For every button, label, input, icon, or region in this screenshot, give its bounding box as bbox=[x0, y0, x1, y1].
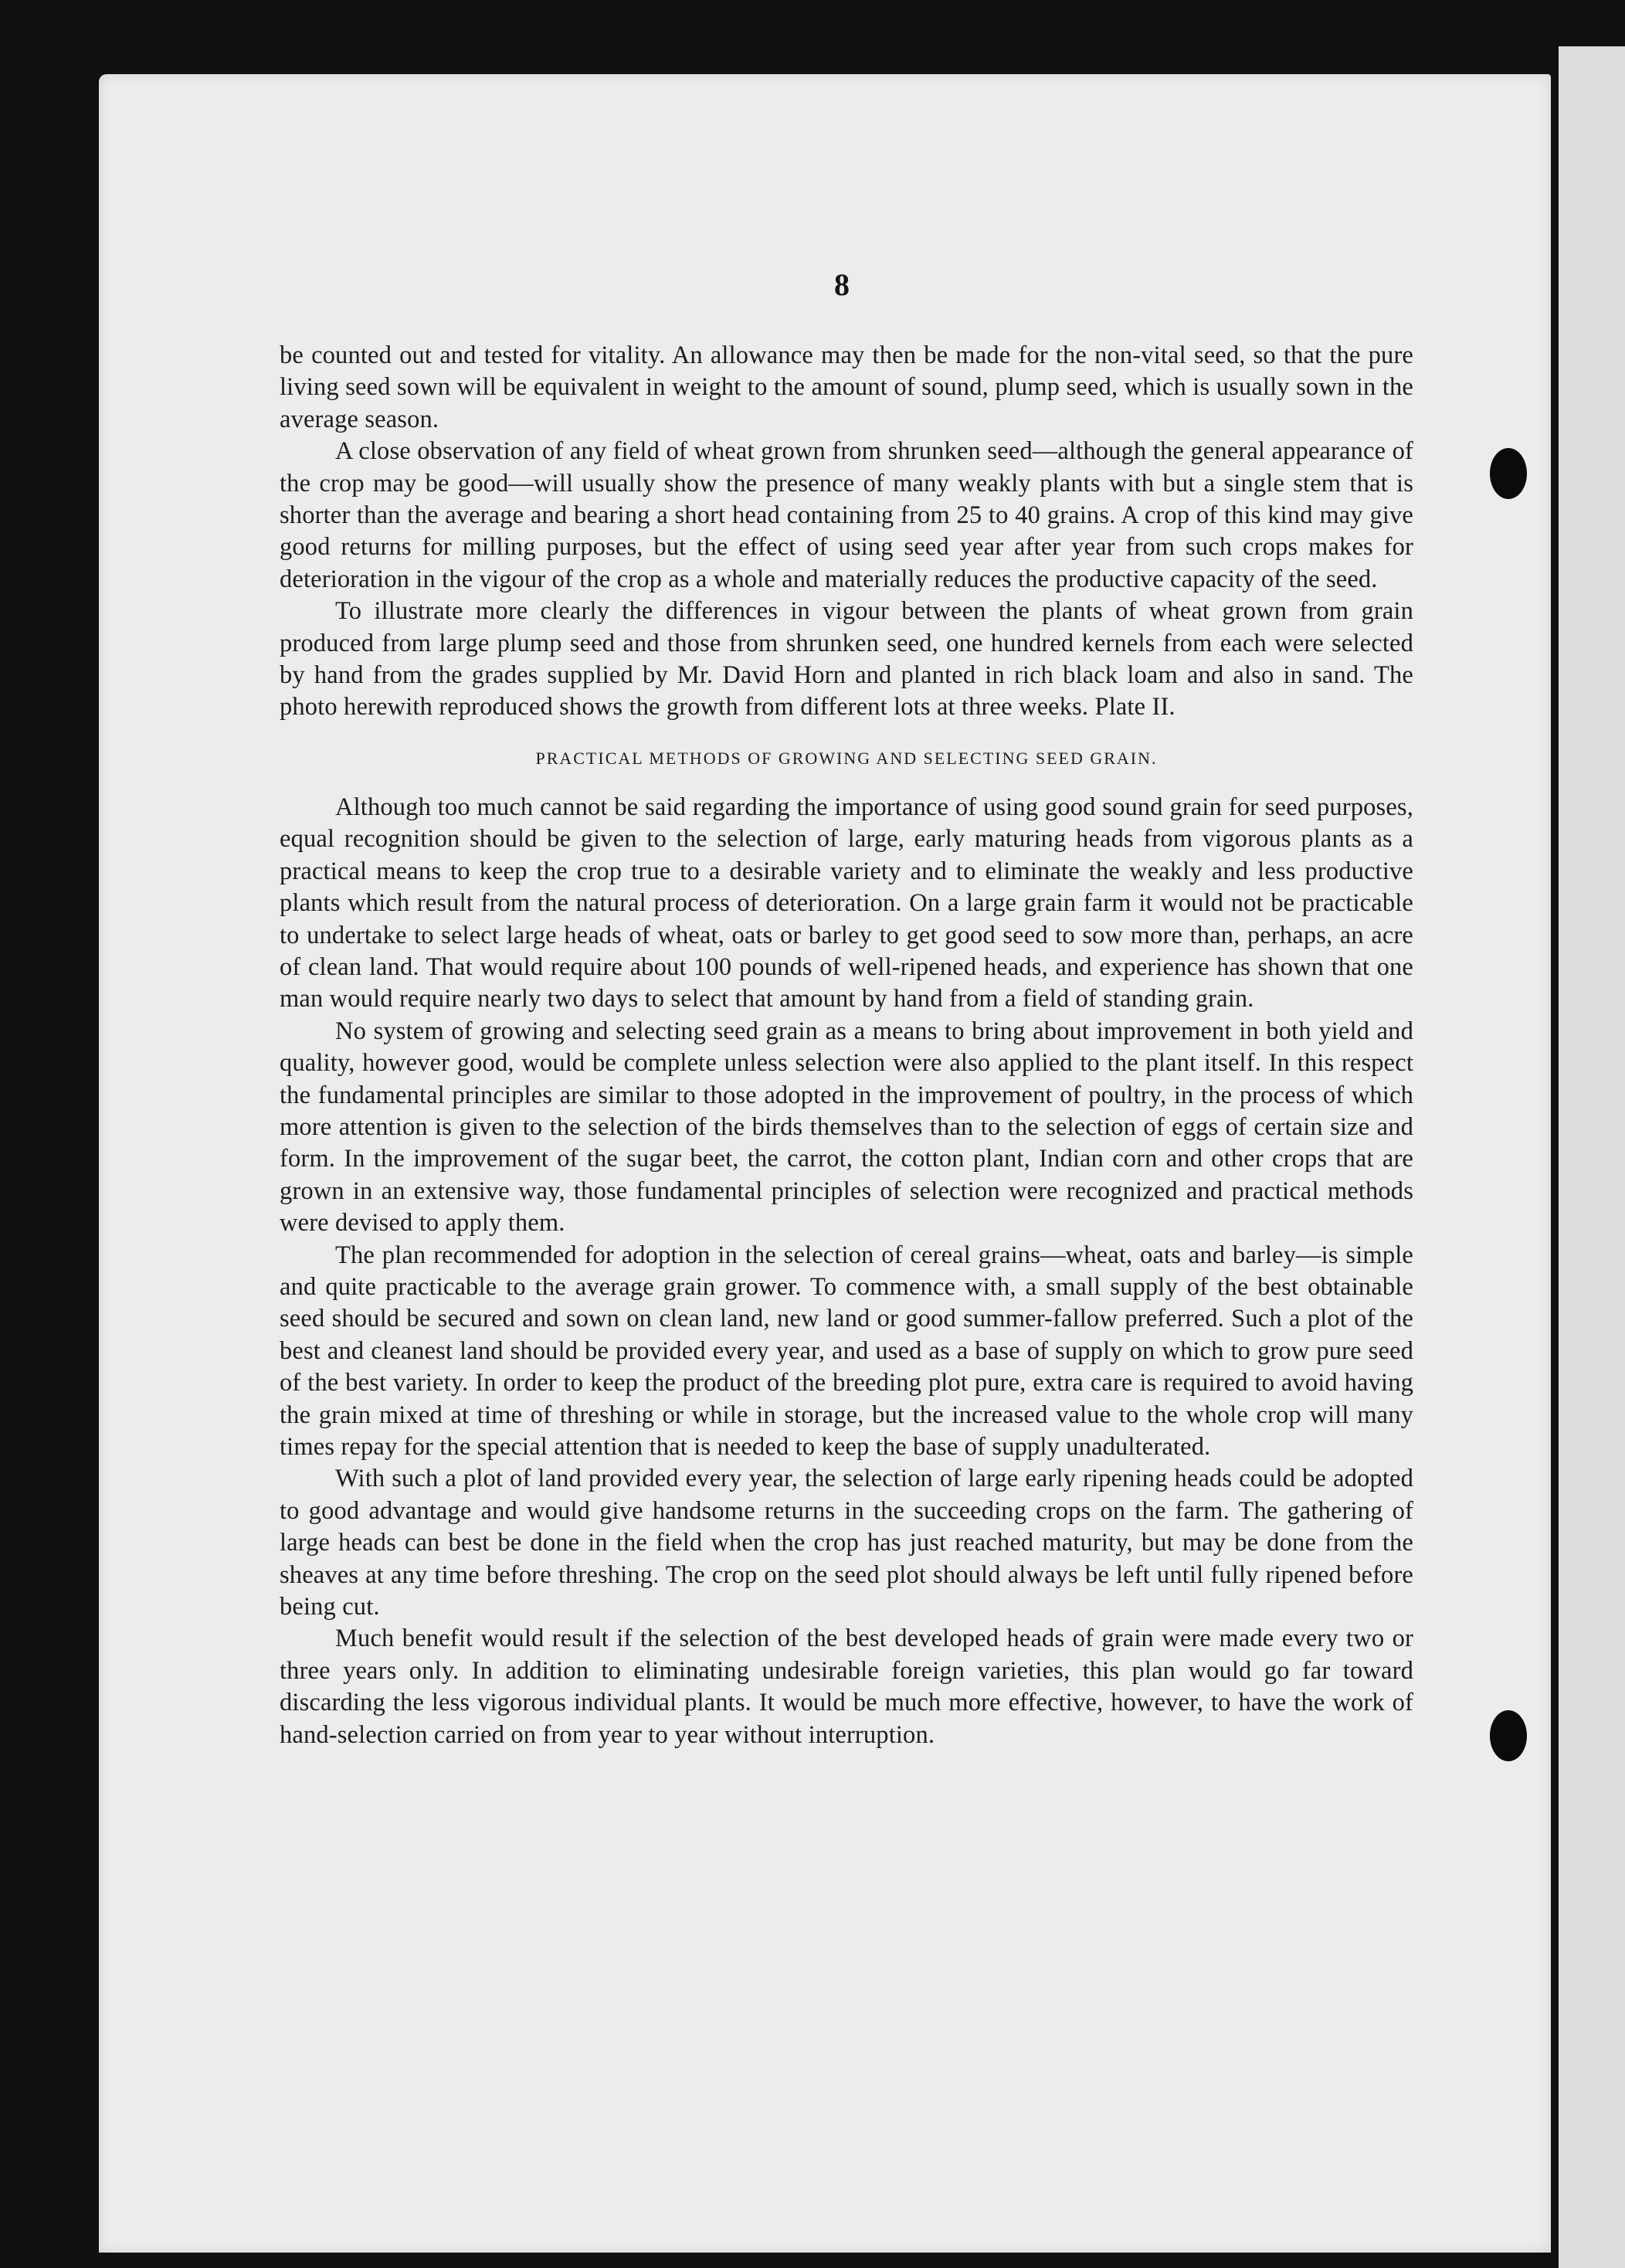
paragraph-2: A close observation of any field of wheat grown from shrunken seed—although the general appearance of the crop may be good—will usually show the presence of many weakly plants with but a single stem that is shorter than the average and bearing a short head containing from 25 to 40 grains. A crop of this kind may give good returns for milling purposes, but the effect of using seed year after year from such crops makes for deterioration in the vigour of the crop as a whole and materially reduces the productive capacity of the seed. bbox=[280, 437, 1413, 593]
punch-hole-top bbox=[1490, 448, 1527, 499]
page-right-border bbox=[1551, 54, 1559, 2268]
page-number: 8 bbox=[834, 267, 850, 302]
paragraph-8: Much benefit would result if the selection of the best developed heads of grain were made every two or three years only. In addition to eliminating undesirable foreign varieties, this plan would go far toward discarding the less vigorous individual plants. It would be much more effective, however, to have the work of hand-selection carried on from year to year without interruption. bbox=[280, 1625, 1413, 1749]
section-heading: PRACTICAL METHODS OF GROWING AND SELECTING SEED GRAIN. bbox=[535, 748, 1158, 768]
body-text bbox=[280, 340, 1413, 1751]
paragraph-4: Although too much cannot be said regarding the importance of using good sound grain for seed purposes, equal recognition should be given to the selection of large, early maturing heads from vigorous plants as a practical means to keep the crop true to a desirable variety and to eliminate the weakly and less productive plants which result from the natural process of deterioration. On a large grain farm it would not be practicable to undertake to select large heads of wheat, oats or barley to get good seed to sow more than, perhaps, an acre of clean land. That would require about 100 pounds of well-ripened heads, and experience has shown that one man would require nearly two days to select that amount by hand from a field of standing grain. bbox=[280, 793, 1413, 1013]
punch-hole-bottom bbox=[1490, 1710, 1527, 1761]
paragraph-5: No system of growing and selecting seed grain as a means to bring about improvement in both yield and quality, however good, would be complete unless selection were also applied to the plant itself. In this respect the fundamental principles are similar to those adopted in the improvement of poultry, in the process of which more attention is given to the selection of the birds themselves than to the selection of eggs of certain size and form. In the improvement of the sugar beet, the carrot, the cotton plant, Indian corn and other crops that are grown in an extensive way, those fundamental principles of selection were recognized and practical methods were devised to apply them. bbox=[280, 1017, 1413, 1238]
adjacent-page-strip bbox=[1559, 46, 1625, 2268]
paragraph-3: To illustrate more clearly the differences in vigour between the plants of wheat grown from grain produced from large plump seed and those from shrunken seed, one hundred kernels from each were selected by hand from the grades supplied by Mr. David Horn and planted in rich black loam and also in sand. The photo herewith reproduced shows the growth from different lots at three weeks. Plate II. bbox=[280, 597, 1413, 721]
paragraph-7: With such a plot of land provided every year, the selection of large early ripening heads could be adopted to good advantage and would give handsome returns in the succeeding crops on the farm. The gathering of large heads can best be done in the field when the crop has just reached maturity, but may be done from the sheaves at any time before threshing. The crop on the seed plot should always be left until fully ripened before being cut. bbox=[280, 1465, 1413, 1621]
paragraph-6: The plan recommended for adoption in the selection of cereal grains—wheat, oats and barley—is simple and quite practicable to the average grain grower. To commence with, a small supply of the best obtainable seed should be secured and sown on clean land, new land or good summer-fallow preferred. Such a plot of the best and cleanest land should be provided every year, and used as a base of supply on which to grow pure seed of the best variety. In order to keep the product of the breeding plot pure, extra care is required to avoid having the grain mixed at time of threshing or while in storage, but the increased value to the whole crop will many times repay for the special attention that is needed to keep the base of supply unadulterated. bbox=[280, 1241, 1413, 1461]
paragraph-1: be counted out and tested for vitality. An allowance may then be made for the non-vital seed, so that the pure living seed sown will be equivalent in weight to the amount of sound, plump seed, which is usually sown in the average season. bbox=[280, 341, 1413, 433]
